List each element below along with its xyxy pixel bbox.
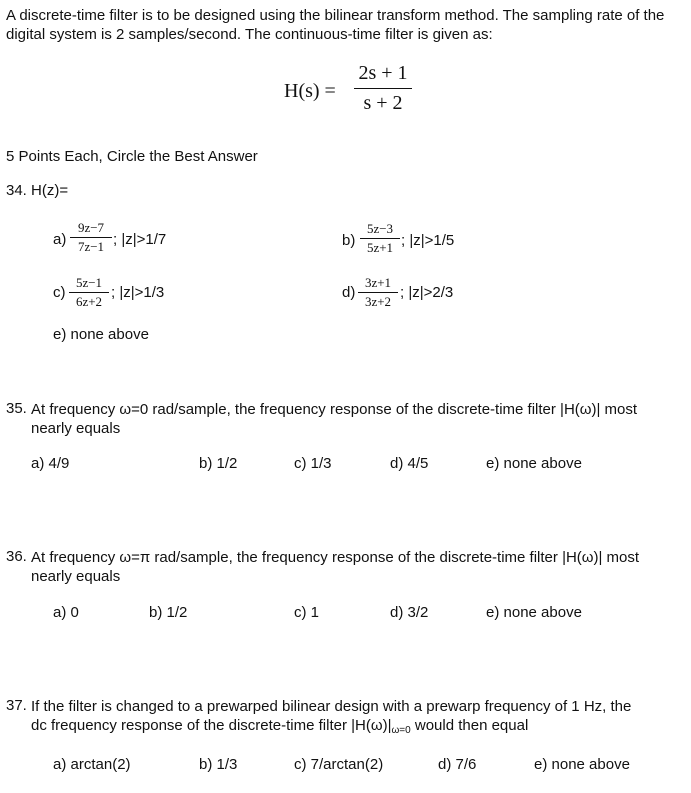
equation-fraction <box>354 62 412 114</box>
q34-c-denominator: 6z+2 <box>75 294 103 309</box>
q34-a-numerator: 9z−7 <box>77 220 105 235</box>
q34-b-roc: ; |z|>1/5 <box>401 232 455 249</box>
q35-option-d[interactable]: d) 4/5 <box>390 455 429 472</box>
q35-option-c[interactable]: c) 1/3 <box>294 455 332 472</box>
q35-option-b[interactable]: b) 1/2 <box>199 455 238 472</box>
q34-c-numerator: 5z−1 <box>75 275 103 290</box>
q34-d-denominator: 3z+2 <box>364 294 392 309</box>
q36-option-c[interactable]: c) 1 <box>294 604 320 621</box>
q37-option-a[interactable]: a) arctan(2) <box>53 756 131 773</box>
q34-b-fraction <box>360 222 400 255</box>
q34-d-roc: ; |z|>2/3 <box>400 284 454 301</box>
q37-option-c[interactable]: c) 7/arctan(2) <box>294 756 384 773</box>
q36-option-a[interactable]: a) 0 <box>53 604 79 621</box>
q35-stem-line2: nearly equals <box>31 420 121 437</box>
q34-a-denominator: 7z−1 <box>77 239 105 254</box>
q37-stem-line1: If the filter is changed to a prewarped bilinear design with a prewarp frequency of 1 Hz, the <box>31 698 632 715</box>
q36-option-e[interactable]: e) none above <box>486 604 582 621</box>
q36-option-b[interactable]: b) 1/2 <box>149 604 188 621</box>
q34-c-fraction <box>69 276 109 309</box>
equation-numerator: 2s + 1 <box>358 62 408 84</box>
q35-option-e[interactable]: e) none above <box>486 455 582 472</box>
q34-b-label: b) <box>342 232 356 249</box>
q34-number: 34. <box>6 182 27 199</box>
q37-stem-line2-end: would then equal <box>410 717 529 734</box>
q36-option-d[interactable]: d) 3/2 <box>390 604 429 621</box>
q36-stem-line1: At frequency ω=π rad/sample, the frequency response of the discrete-time filter |H(ω)| most <box>31 549 640 566</box>
q35-stem-line1: At frequency ω=0 rad/sample, the frequency response of the discrete-time filter |H(ω)| most <box>31 401 638 418</box>
equation-lhs: H(s) = <box>284 80 336 102</box>
q34-d-label: d) <box>342 284 356 301</box>
fraction-bar <box>70 237 112 238</box>
q34-stem: H(z)= <box>31 182 69 199</box>
q34-a-fraction <box>70 221 112 254</box>
q37-stem-line2-start: dc frequency response of the discrete-time filter |H(ω)| <box>31 717 392 734</box>
q34-d-fraction <box>358 276 398 309</box>
q37-option-b[interactable]: b) 1/3 <box>199 756 238 773</box>
q35-stem <box>31 400 637 438</box>
q35-option-a[interactable]: a) 4/9 <box>31 455 70 472</box>
q37-option-d[interactable]: d) 7/6 <box>438 756 477 773</box>
q34-option-e[interactable]: e) none above <box>53 326 149 343</box>
fraction-bar <box>360 238 400 239</box>
fraction-bar <box>69 292 109 293</box>
q37-number: 37. <box>6 697 27 714</box>
q34-b-denominator: 5z+1 <box>366 240 394 255</box>
q36-stem-line2: nearly equals <box>31 568 121 585</box>
fraction-bar <box>354 88 412 89</box>
q37-subscript: ω=0 <box>391 725 411 736</box>
q36-stem <box>31 548 639 586</box>
q37-stem <box>31 697 631 740</box>
q35-number: 35. <box>6 400 27 417</box>
fraction-bar <box>358 292 398 293</box>
q34-d-numerator: 3z+1 <box>364 275 392 290</box>
problem-intro: A discrete-time filter is to be designed using the bilinear transform method. The sampling rate of the digital system is 2 samples/second. The continuous-time filter is given as: <box>6 7 665 43</box>
q37-option-e[interactable]: e) none above <box>534 756 630 773</box>
q36-number: 36. <box>6 548 27 565</box>
q34-a-roc: ; |z|>1/7 <box>113 231 167 248</box>
q34-a-label: a) <box>53 231 67 248</box>
q37-stem-line2 <box>31 716 631 740</box>
q34-b-numerator: 5z−3 <box>366 221 394 236</box>
q34-c-label: c) <box>53 284 66 301</box>
instructions: 5 Points Each, Circle the Best Answer <box>6 148 258 165</box>
equation-denominator: s + 2 <box>363 92 403 114</box>
q34-c-roc: ; |z|>1/3 <box>111 284 165 301</box>
